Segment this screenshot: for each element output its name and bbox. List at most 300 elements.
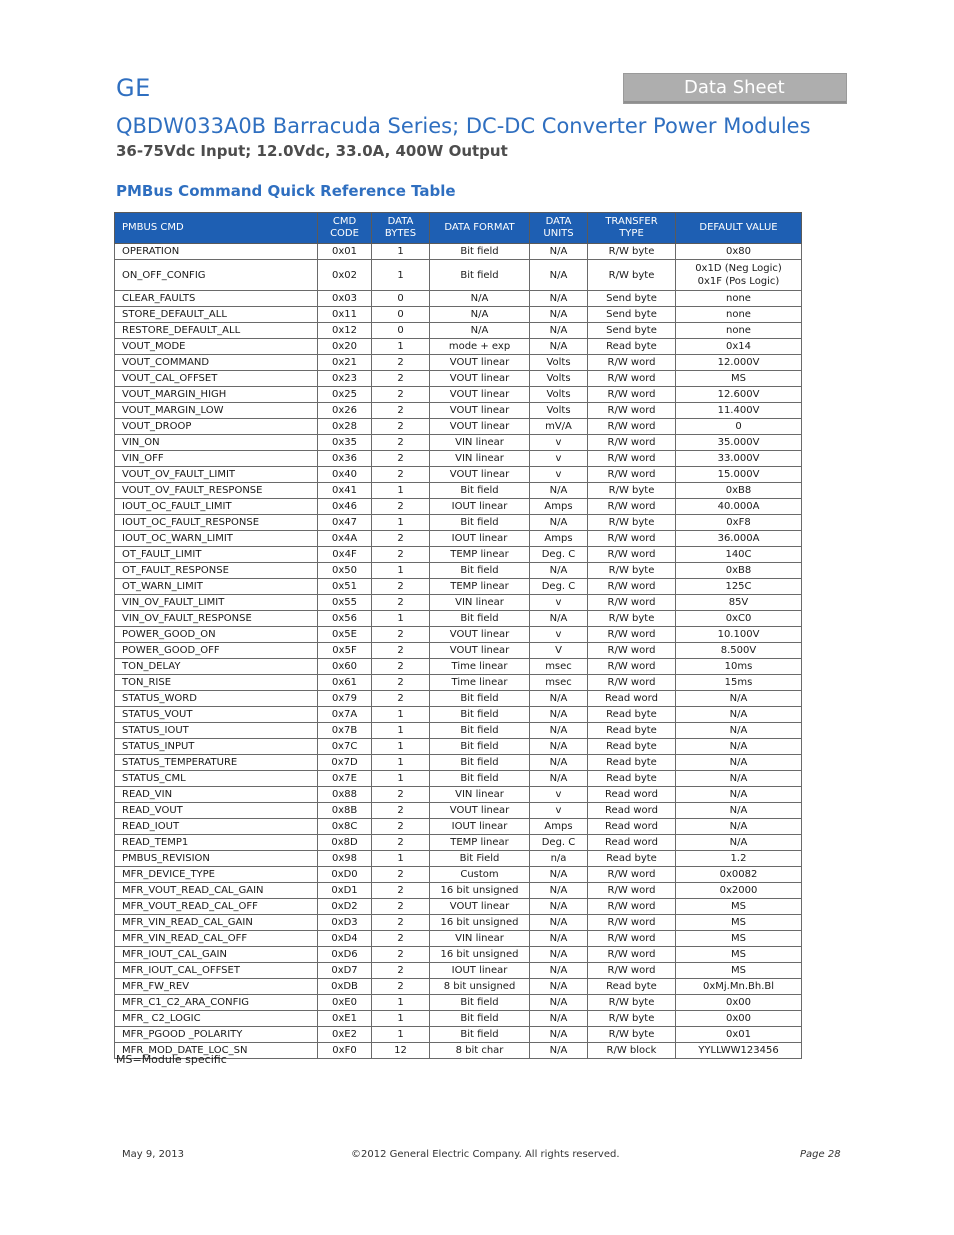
table-cell: 0x7B — [318, 723, 372, 739]
table-cell: MFR_IOUT_CAL_OFFSET — [115, 963, 318, 979]
table-cell: R/W byte — [588, 260, 676, 291]
table-cell: 0xMj.Mn.Bh.Bl — [676, 979, 802, 995]
table-cell: 0xC0 — [676, 611, 802, 627]
table-cell: N/A — [530, 291, 588, 307]
table-row — [115, 355, 802, 371]
table-cell: N/A — [530, 915, 588, 931]
table-row — [115, 531, 802, 547]
table-cell: N/A — [430, 307, 530, 323]
table-row — [115, 643, 802, 659]
table-cell: N/A — [530, 883, 588, 899]
table-cell: 0 — [676, 419, 802, 435]
table-cell: Bit field — [430, 1011, 530, 1027]
table-cell: Read byte — [588, 339, 676, 355]
table-cell: 1 — [372, 771, 430, 787]
table-cell: N/A — [676, 755, 802, 771]
table-row — [115, 675, 802, 691]
table-cell: 0xD1 — [318, 883, 372, 899]
table-row — [115, 819, 802, 835]
table-cell: IOUT_OC_FAULT_RESPONSE — [115, 515, 318, 531]
table-row — [115, 563, 802, 579]
table-cell: 36.000A — [676, 531, 802, 547]
table-cell: N/A — [530, 691, 588, 707]
table-row — [115, 707, 802, 723]
table-cell: R/W byte — [588, 244, 676, 260]
table-cell: VOUT linear — [430, 403, 530, 419]
table-cell: 12 — [372, 1043, 430, 1059]
table-cell: msec — [530, 675, 588, 691]
table-cell: R/W word — [588, 659, 676, 675]
table-cell: 0x36 — [318, 451, 372, 467]
column-header: DATA FORMAT — [430, 213, 530, 244]
footer-copyright: ©2012 General Electric Company. All rights reserved. — [351, 1149, 620, 1160]
table-cell: MFR_VOUT_READ_CAL_OFF — [115, 899, 318, 915]
column-header: DATA UNITS — [530, 213, 588, 244]
table-cell: VOUT_MARGIN_HIGH — [115, 387, 318, 403]
table-cell: Bit field — [430, 691, 530, 707]
table-cell: Read byte — [588, 755, 676, 771]
table-row — [115, 1027, 802, 1043]
table-cell: Bit field — [430, 995, 530, 1011]
table-cell: 0x0082 — [676, 867, 802, 883]
table-cell: R/W word — [588, 627, 676, 643]
table-cell: Read byte — [588, 739, 676, 755]
table-cell: R/W byte — [588, 995, 676, 1011]
table-row — [115, 835, 802, 851]
table-cell: 0xD7 — [318, 963, 372, 979]
table-row — [115, 723, 802, 739]
table-cell: STATUS_CML — [115, 771, 318, 787]
table-row — [115, 867, 802, 883]
table-cell: Deg. C — [530, 579, 588, 595]
table-cell: 0x61 — [318, 675, 372, 691]
table-cell: 12.000V — [676, 355, 802, 371]
table-row — [115, 323, 802, 339]
table-cell: 1 — [372, 260, 430, 291]
table-cell: VOUT_OV_FAULT_RESPONSE — [115, 483, 318, 499]
table-cell: 35.000V — [676, 435, 802, 451]
table-cell: MFR_C1_C2_ARA_CONFIG — [115, 995, 318, 1011]
footnote: MS=Module specific — [116, 1053, 227, 1066]
table-cell: 2 — [372, 867, 430, 883]
table-cell: Read byte — [588, 979, 676, 995]
table-cell: MFR_VIN_READ_CAL_OFF — [115, 931, 318, 947]
table-cell: Read word — [588, 819, 676, 835]
table-cell: READ_TEMP1 — [115, 835, 318, 851]
table-cell: 2 — [372, 659, 430, 675]
table-cell: N/A — [530, 307, 588, 323]
table-cell: 0x12 — [318, 323, 372, 339]
table-cell: MS — [676, 371, 802, 387]
table-row — [115, 595, 802, 611]
table-cell: Bit field — [430, 244, 530, 260]
table-cell: 0x23 — [318, 371, 372, 387]
table-cell: 2 — [372, 387, 430, 403]
table-cell: Read word — [588, 691, 676, 707]
table-row — [115, 611, 802, 627]
table-cell: V — [530, 643, 588, 659]
table-cell: 2 — [372, 419, 430, 435]
table-cell: MS — [676, 915, 802, 931]
table-cell: 2 — [372, 883, 430, 899]
table-cell: 0x46 — [318, 499, 372, 515]
table-cell: 0x11 — [318, 307, 372, 323]
table-cell: STATUS_WORD — [115, 691, 318, 707]
table-cell: PMBUS_REVISION — [115, 851, 318, 867]
table-cell: 2 — [372, 595, 430, 611]
table-cell: R/W word — [588, 915, 676, 931]
table-cell: v — [530, 803, 588, 819]
table-cell: Read word — [588, 803, 676, 819]
table-cell: 0x25 — [318, 387, 372, 403]
table-cell: 0x28 — [318, 419, 372, 435]
table-row — [115, 291, 802, 307]
table-cell: 40.000A — [676, 499, 802, 515]
table-cell: R/W word — [588, 547, 676, 563]
table-cell: R/W word — [588, 371, 676, 387]
table-row — [115, 691, 802, 707]
table-row — [115, 467, 802, 483]
table-row — [115, 995, 802, 1011]
table-cell: IOUT_OC_WARN_LIMIT — [115, 531, 318, 547]
table-cell: STORE_DEFAULT_ALL — [115, 307, 318, 323]
data-sheet-badge — [623, 73, 847, 104]
table-cell: 0x88 — [318, 787, 372, 803]
table-cell: R/W word — [588, 499, 676, 515]
table-cell: R/W word — [588, 451, 676, 467]
table-cell: TEMP linear — [430, 579, 530, 595]
table-row — [115, 435, 802, 451]
table-cell: 16 bit unsigned — [430, 883, 530, 899]
table-cell: 2 — [372, 787, 430, 803]
table-cell: 0xE0 — [318, 995, 372, 1011]
table-cell: OPERATION — [115, 244, 318, 260]
table-cell: 2 — [372, 579, 430, 595]
table-row — [115, 515, 802, 531]
table-cell: R/W word — [588, 419, 676, 435]
table-cell: CLEAR_FAULTS — [115, 291, 318, 307]
table-row — [115, 451, 802, 467]
table-cell: v — [530, 595, 588, 611]
table-cell: 2 — [372, 835, 430, 851]
table-cell: VOUT_OV_FAULT_LIMIT — [115, 467, 318, 483]
column-header: TRANSFER TYPE — [588, 213, 676, 244]
table-cell: Bit field — [430, 611, 530, 627]
table-cell: 0x7C — [318, 739, 372, 755]
table-cell: R/W word — [588, 947, 676, 963]
table-cell: STATUS_VOUT — [115, 707, 318, 723]
table-cell: 0x2000 — [676, 883, 802, 899]
table-cell: Bit field — [430, 1027, 530, 1043]
table-cell: TON_DELAY — [115, 659, 318, 675]
table-cell: 2 — [372, 435, 430, 451]
table-cell: 0x01 — [676, 1027, 802, 1043]
table-cell: VOUT_MODE — [115, 339, 318, 355]
table-cell: POWER_GOOD_OFF — [115, 643, 318, 659]
table-cell: 0x7A — [318, 707, 372, 723]
table-cell: YYLLWW123456 — [676, 1043, 802, 1059]
table-cell: Volts — [530, 403, 588, 419]
table-row — [115, 787, 802, 803]
table-cell: none — [676, 291, 802, 307]
table-cell: N/A — [530, 739, 588, 755]
table-cell: v — [530, 787, 588, 803]
table-cell: R/W word — [588, 579, 676, 595]
table-cell: IOUT_OC_FAULT_LIMIT — [115, 499, 318, 515]
table-cell: 1 — [372, 851, 430, 867]
table-cell: msec — [530, 659, 588, 675]
table-row — [115, 579, 802, 595]
table-cell: R/W word — [588, 931, 676, 947]
table-cell: 15.000V — [676, 467, 802, 483]
table-cell: MFR_VOUT_READ_CAL_GAIN — [115, 883, 318, 899]
table-cell: 16 bit unsigned — [430, 915, 530, 931]
table-cell: N/A — [530, 244, 588, 260]
table-cell: N/A — [530, 1027, 588, 1043]
table-cell: mode + exp — [430, 339, 530, 355]
table-cell: 1 — [372, 723, 430, 739]
table-cell: 1 — [372, 739, 430, 755]
table-cell: MFR_VIN_READ_CAL_GAIN — [115, 915, 318, 931]
table-cell: 1 — [372, 707, 430, 723]
table-cell: 2 — [372, 547, 430, 563]
table-cell: Bit field — [430, 483, 530, 499]
table-cell: N/A — [430, 291, 530, 307]
table-cell: N/A — [530, 979, 588, 995]
table-cell: N/A — [530, 931, 588, 947]
table-row — [115, 963, 802, 979]
column-header: PMBUS CMD — [115, 213, 318, 244]
table-cell: 0 — [372, 323, 430, 339]
table-cell: R/W word — [588, 899, 676, 915]
table-cell: N/A — [530, 323, 588, 339]
table-cell: Bit field — [430, 260, 530, 291]
table-cell: 2 — [372, 691, 430, 707]
table-cell: 1.2 — [676, 851, 802, 867]
table-cell: R/W word — [588, 867, 676, 883]
table-cell: 1 — [372, 611, 430, 627]
table-cell: 0x02 — [318, 260, 372, 291]
table-cell: N/A — [530, 707, 588, 723]
table-cell: Read byte — [588, 707, 676, 723]
table-row — [115, 387, 802, 403]
table-cell: R/W word — [588, 595, 676, 611]
table-cell: VOUT linear — [430, 387, 530, 403]
table-cell: Read byte — [588, 851, 676, 867]
table-cell: v — [530, 451, 588, 467]
table-cell: 0x4F — [318, 547, 372, 563]
table-row — [115, 899, 802, 915]
table-cell: TON_RISE — [115, 675, 318, 691]
table-cell: v — [530, 435, 588, 451]
table-cell: N/A — [530, 483, 588, 499]
table-cell: 0xD3 — [318, 915, 372, 931]
table-cell: N/A — [676, 707, 802, 723]
table-row — [115, 851, 802, 867]
table-row — [115, 244, 802, 260]
table-cell: N/A — [530, 771, 588, 787]
table-header-row — [115, 213, 802, 244]
table-cell: MS — [676, 931, 802, 947]
table-cell: Bit field — [430, 739, 530, 755]
table-cell: IOUT linear — [430, 819, 530, 835]
table-cell: R/W word — [588, 435, 676, 451]
table-cell: 2 — [372, 931, 430, 947]
table-cell: 140C — [676, 547, 802, 563]
table-cell: Read word — [588, 835, 676, 851]
table-cell: 11.400V — [676, 403, 802, 419]
table-cell: OT_WARN_LIMIT — [115, 579, 318, 595]
table-cell: R/W word — [588, 675, 676, 691]
table-cell: Bit field — [430, 771, 530, 787]
table-row — [115, 755, 802, 771]
table-cell: MFR_IOUT_CAL_GAIN — [115, 947, 318, 963]
table-cell: N/A — [530, 260, 588, 291]
table-cell: OT_FAULT_LIMIT — [115, 547, 318, 563]
table-cell: 2 — [372, 803, 430, 819]
table-cell: MFR_PGOOD _POLARITY — [115, 1027, 318, 1043]
table-cell: 0x40 — [318, 467, 372, 483]
table-cell: IOUT linear — [430, 531, 530, 547]
table-row — [115, 931, 802, 947]
table-cell: Time linear — [430, 659, 530, 675]
table-cell: N/A — [530, 995, 588, 1011]
table-cell: Bit field — [430, 755, 530, 771]
table-cell: 0x4A — [318, 531, 372, 547]
table-cell: Bit field — [430, 515, 530, 531]
table-cell: N/A — [676, 771, 802, 787]
table-row — [115, 1011, 802, 1027]
table-row — [115, 739, 802, 755]
table-cell: R/W word — [588, 531, 676, 547]
table-cell: none — [676, 307, 802, 323]
table-cell: Read byte — [588, 771, 676, 787]
table-cell: VIN linear — [430, 787, 530, 803]
table-cell: 0xD0 — [318, 867, 372, 883]
table-cell: 0 — [372, 307, 430, 323]
document-subtitle: 36-75Vdc Input; 12.0Vdc, 33.0A, 400W Output — [116, 142, 508, 160]
table-cell: R/W word — [588, 883, 676, 899]
table-cell: VOUT linear — [430, 419, 530, 435]
table-cell: 0x5E — [318, 627, 372, 643]
table-cell: R/W word — [588, 467, 676, 483]
table-cell: 0x47 — [318, 515, 372, 531]
table-cell: 8 bit unsigned — [430, 979, 530, 995]
table-cell: N/A — [530, 563, 588, 579]
table-cell: 2 — [372, 403, 430, 419]
table-cell: VOUT_DROOP — [115, 419, 318, 435]
table-cell: 1 — [372, 755, 430, 771]
data-sheet-label: Data Sheet — [684, 77, 785, 98]
table-cell: 0x51 — [318, 579, 372, 595]
table-cell: 8.500V — [676, 643, 802, 659]
table-cell: VIN_OV_FAULT_RESPONSE — [115, 611, 318, 627]
table-cell: 1 — [372, 483, 430, 499]
table-cell: 0xE2 — [318, 1027, 372, 1043]
table-cell: 0xD4 — [318, 931, 372, 947]
table-cell: 1 — [372, 995, 430, 1011]
table-cell: R/W block — [588, 1043, 676, 1059]
table-cell: 0x79 — [318, 691, 372, 707]
table-cell: 1 — [372, 515, 430, 531]
table-row — [115, 547, 802, 563]
table-cell: R/W byte — [588, 483, 676, 499]
table-cell: 0x5F — [318, 643, 372, 659]
table-cell: 10ms — [676, 659, 802, 675]
table-cell: 0xB8 — [676, 563, 802, 579]
table-cell: Read byte — [588, 723, 676, 739]
table-cell: 0x00 — [676, 995, 802, 1011]
table-cell: 125C — [676, 579, 802, 595]
table-cell: VOUT linear — [430, 643, 530, 659]
table-cell: VIN linear — [430, 595, 530, 611]
table-cell: VOUT linear — [430, 899, 530, 915]
table-cell: VOUT linear — [430, 371, 530, 387]
table-cell: 2 — [372, 819, 430, 835]
table-cell: N/A — [530, 947, 588, 963]
table-cell: Volts — [530, 355, 588, 371]
table-cell: Send byte — [588, 323, 676, 339]
table-cell: VIN_OFF — [115, 451, 318, 467]
table-cell: R/W byte — [588, 563, 676, 579]
table-cell: 1 — [372, 244, 430, 260]
table-row — [115, 915, 802, 931]
table-row — [115, 260, 802, 291]
table-cell: 0x35 — [318, 435, 372, 451]
table-cell: 0x14 — [676, 339, 802, 355]
table-cell: 2 — [372, 947, 430, 963]
table-cell: 33.000V — [676, 451, 802, 467]
table-cell: OT_FAULT_RESPONSE — [115, 563, 318, 579]
table-cell: 2 — [372, 531, 430, 547]
table-cell: 0x21 — [318, 355, 372, 371]
table-cell: 8 bit char — [430, 1043, 530, 1059]
table-row — [115, 339, 802, 355]
table-cell: 2 — [372, 963, 430, 979]
document-title: QBDW033A0B Barracuda Series; DC-DC Converter Power Modules — [116, 114, 811, 138]
table-cell: Send byte — [588, 307, 676, 323]
table-cell: R/W word — [588, 403, 676, 419]
table-cell: STATUS_INPUT — [115, 739, 318, 755]
table-cell: 16 bit unsigned — [430, 947, 530, 963]
table-cell: STATUS_TEMPERATURE — [115, 755, 318, 771]
table-cell: VOUT_COMMAND — [115, 355, 318, 371]
table-cell: Bit field — [430, 563, 530, 579]
table-row — [115, 803, 802, 819]
table-cell: N/A — [530, 899, 588, 915]
table-row — [115, 947, 802, 963]
table-row — [115, 499, 802, 515]
table-cell: mV/A — [530, 419, 588, 435]
table-cell: N/A — [530, 515, 588, 531]
table-cell: IOUT linear — [430, 499, 530, 515]
table-cell: READ_VOUT — [115, 803, 318, 819]
table-cell: VIN linear — [430, 931, 530, 947]
table-cell: 0xDB — [318, 979, 372, 995]
table-cell: MS — [676, 947, 802, 963]
table-cell: N/A — [676, 739, 802, 755]
table-cell: VOUT linear — [430, 627, 530, 643]
column-header: DATA BYTES — [372, 213, 430, 244]
table-cell: N/A — [530, 963, 588, 979]
table-cell: VOUT_CAL_OFFSET — [115, 371, 318, 387]
table-cell: 0x41 — [318, 483, 372, 499]
table-cell: 0xB8 — [676, 483, 802, 499]
table-cell: MFR_MOD_DATE_LOC_SN — [115, 1043, 318, 1059]
table-cell: 0x80 — [676, 244, 802, 260]
table-cell: N/A — [676, 803, 802, 819]
table-cell: N/A — [676, 723, 802, 739]
